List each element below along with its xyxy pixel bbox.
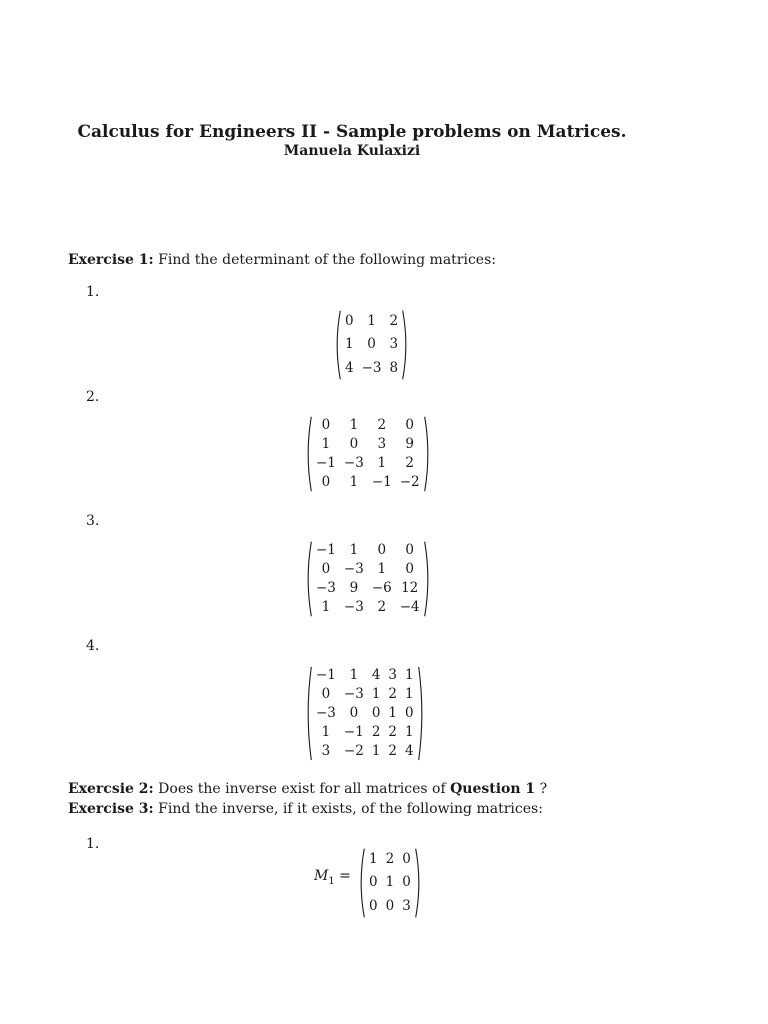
matrix-cell: −3 bbox=[343, 599, 364, 615]
matrix-cell: 1 bbox=[349, 667, 359, 683]
matrix-row bbox=[312, 742, 418, 761]
matrix-cell: 0 bbox=[405, 417, 414, 433]
exercise-1-item-2-number: 2. bbox=[86, 389, 100, 405]
matrix-row bbox=[365, 895, 415, 918]
exercise-1-label: Exercise 1: bbox=[68, 252, 154, 268]
matrix-entries bbox=[312, 541, 424, 617]
matrix-cell: 0 bbox=[405, 561, 414, 577]
matrix-cell: 3 bbox=[388, 667, 397, 683]
matrix-cell: 0 bbox=[321, 686, 331, 702]
matrix-row bbox=[312, 579, 424, 598]
document-title: Calculus for Engineers II - Sample problems on Matrices. bbox=[77, 122, 627, 142]
matrix-cell: 1 bbox=[385, 874, 395, 891]
matrix-cell: 3 bbox=[377, 436, 387, 452]
matrix-entries bbox=[312, 416, 424, 492]
matrix-cell: 1 bbox=[349, 417, 359, 433]
left-parenthesis bbox=[305, 416, 312, 492]
exercise-1-matrix-3 bbox=[305, 541, 431, 617]
right-parenthesis bbox=[424, 541, 431, 617]
matrix-cell: −2 bbox=[399, 474, 420, 490]
matrix-cell: −3 bbox=[343, 561, 364, 577]
matrix-row bbox=[312, 541, 424, 560]
matrix-cell: 4 bbox=[345, 359, 354, 376]
matrix-cell: 0 bbox=[345, 313, 354, 330]
exercise-3-item-1-number: 1. bbox=[86, 836, 100, 852]
matrix-cell: 9 bbox=[349, 580, 359, 596]
matrix-row bbox=[312, 598, 424, 617]
exercise-1-matrix-1 bbox=[334, 310, 409, 380]
matrix-row bbox=[341, 310, 402, 333]
matrix-cell: 1 bbox=[321, 436, 331, 452]
matrix-cell: −2 bbox=[343, 743, 364, 759]
right-parenthesis bbox=[424, 416, 431, 492]
matrix-cell: 0 bbox=[405, 542, 414, 558]
exercise-1-item-1-number: 1. bbox=[86, 284, 100, 300]
matrix-cell: −1 bbox=[316, 542, 336, 558]
matrix-row bbox=[312, 666, 418, 685]
matrix-cell: 2 bbox=[385, 851, 395, 868]
matrix-cell: 2 bbox=[405, 455, 414, 471]
left-parenthesis bbox=[305, 666, 312, 761]
matrix-row bbox=[312, 416, 424, 435]
matrix-cell: 4 bbox=[371, 667, 381, 683]
matrix-row bbox=[312, 435, 424, 454]
matrix-cell: 1 bbox=[321, 599, 331, 615]
matrix-cell: 0 bbox=[385, 897, 395, 914]
matrix-cell: 12 bbox=[401, 580, 419, 596]
matrix-cell: 9 bbox=[405, 436, 414, 452]
matrix-cell: 1 bbox=[388, 705, 397, 721]
matrix-cell: 1 bbox=[371, 686, 381, 702]
exercise-3-matrix-m1 bbox=[358, 848, 422, 918]
exercise-1-text: Find the determinant of the following matrices: bbox=[158, 252, 496, 268]
matrix-entries bbox=[312, 666, 418, 761]
left-parenthesis bbox=[358, 848, 365, 918]
matrix-cell: 0 bbox=[369, 874, 378, 891]
exercise-1-matrix-4 bbox=[305, 666, 425, 761]
matrix-cell: −3 bbox=[343, 686, 364, 702]
matrix-row bbox=[312, 723, 418, 742]
matrix-row bbox=[365, 848, 415, 871]
matrix-cell: 0 bbox=[371, 705, 381, 721]
exercise-3-text: Find the inverse, if it exists, of the following matrices: bbox=[158, 801, 543, 817]
matrix-cell: −3 bbox=[343, 455, 364, 471]
matrix-cell: 8 bbox=[389, 359, 399, 376]
matrix-cell: 2 bbox=[377, 599, 387, 615]
matrix-cell: 0 bbox=[402, 851, 411, 868]
matrix-row bbox=[312, 454, 424, 473]
matrix-m1-equals: = bbox=[339, 868, 351, 884]
matrix-cell: 1 bbox=[349, 542, 359, 558]
exercise-2-question-mark: ? bbox=[539, 781, 548, 797]
matrix-cell: 1 bbox=[367, 313, 376, 330]
matrix-cell: 0 bbox=[367, 336, 376, 353]
matrix-cell: −3 bbox=[361, 359, 382, 376]
matrix-cell: −6 bbox=[371, 580, 392, 596]
matrix-cell: 0 bbox=[377, 542, 387, 558]
matrix-cell: −1 bbox=[316, 455, 336, 471]
matrix-m1-name: M bbox=[314, 868, 329, 884]
matrix-row bbox=[312, 473, 424, 492]
matrix-cell: −1 bbox=[371, 474, 392, 490]
matrix-cell: 0 bbox=[369, 897, 378, 914]
right-parenthesis bbox=[402, 310, 409, 380]
matrix-cell: 0 bbox=[349, 705, 359, 721]
matrix-cell: −1 bbox=[343, 724, 364, 740]
matrix-cell: 1 bbox=[377, 455, 387, 471]
matrix-cell: 0 bbox=[405, 705, 414, 721]
matrix-cell: 1 bbox=[369, 851, 378, 868]
matrix-cell: −3 bbox=[316, 580, 336, 596]
document-author: Manuela Kulaxizi bbox=[283, 143, 421, 159]
matrix-cell: 0 bbox=[402, 874, 411, 891]
left-parenthesis bbox=[305, 541, 312, 617]
matrix-row bbox=[312, 704, 418, 723]
matrix-cell: 0 bbox=[349, 436, 359, 452]
matrix-cell: −4 bbox=[399, 599, 420, 615]
matrix-cell: 2 bbox=[371, 724, 381, 740]
matrix-cell: 2 bbox=[388, 743, 397, 759]
matrix-cell: 3 bbox=[389, 336, 399, 353]
matrix-cell: 3 bbox=[402, 897, 411, 914]
matrix-cell: 1 bbox=[321, 724, 331, 740]
matrix-row bbox=[365, 871, 415, 894]
matrix-cell: 1 bbox=[405, 724, 414, 740]
matrix-cell: −1 bbox=[316, 667, 336, 683]
matrix-cell: 3 bbox=[321, 743, 331, 759]
matrix-cell: 1 bbox=[405, 686, 414, 702]
matrix-cell: 2 bbox=[388, 686, 397, 702]
exercise-3-label: Exercise 3: bbox=[68, 801, 154, 817]
exercise-1-item-4-number: 4. bbox=[86, 638, 100, 654]
exercise-2-label: Exercsie 2: bbox=[68, 781, 154, 797]
matrix-cell: 2 bbox=[388, 724, 397, 740]
matrix-entries bbox=[341, 310, 402, 380]
matrix-row bbox=[312, 685, 418, 704]
exercise-2-question-reference: Question 1 bbox=[450, 781, 536, 797]
exercise-1-statement bbox=[68, 252, 496, 268]
matrix-cell: 1 bbox=[371, 743, 381, 759]
exercise-2-statement bbox=[68, 781, 547, 797]
matrix-row bbox=[341, 357, 402, 380]
matrix-cell: 2 bbox=[389, 313, 399, 330]
matrix-cell: 2 bbox=[377, 417, 387, 433]
matrix-cell: 4 bbox=[405, 743, 414, 759]
matrix-cell: 0 bbox=[321, 474, 331, 490]
matrix-cell: −3 bbox=[316, 705, 336, 721]
right-parenthesis bbox=[415, 848, 422, 918]
exercise-1-item-3-number: 3. bbox=[86, 513, 100, 529]
matrix-cell: 1 bbox=[349, 474, 359, 490]
left-parenthesis bbox=[334, 310, 341, 380]
matrix-cell: 0 bbox=[321, 417, 331, 433]
matrix-cell: 1 bbox=[405, 667, 414, 683]
exercise-3-statement bbox=[68, 801, 543, 817]
matrix-row bbox=[312, 560, 424, 579]
matrix-cell: 1 bbox=[345, 336, 354, 353]
exercise-1-matrix-2 bbox=[305, 416, 431, 492]
matrix-entries bbox=[365, 848, 415, 918]
matrix-m1-label bbox=[314, 868, 351, 887]
exercise-2-text: Does the inverse exist for all matrices of bbox=[158, 781, 446, 797]
right-parenthesis bbox=[418, 666, 425, 761]
matrix-cell: 0 bbox=[321, 561, 331, 577]
matrix-row bbox=[341, 333, 402, 356]
matrix-m1-subscript: 1 bbox=[328, 875, 335, 887]
matrix-cell: 1 bbox=[377, 561, 387, 577]
